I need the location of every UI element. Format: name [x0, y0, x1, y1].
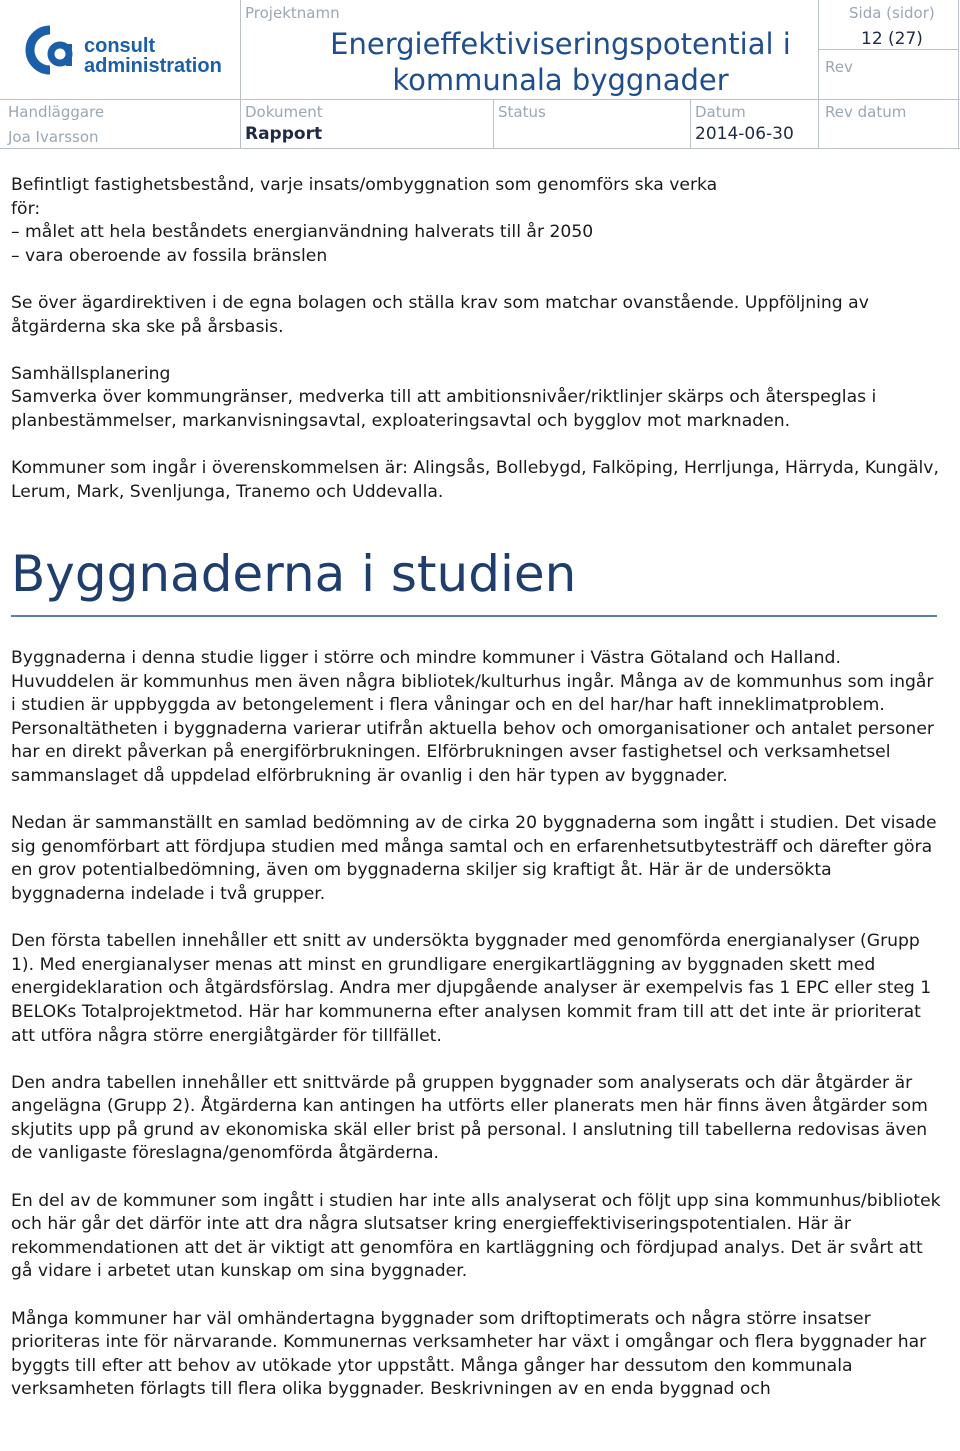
paragraph: Den andra tabellen innehåller ett snittvärde på gruppen byggnader som analyserats och där åtgärder är angelägna (Grupp 2). Åtgärderna kan antingen ha utförts eller planerats men här finns även åtgärder som skjutits upp på grund av ekonomiska skäl eller brist på personal. I anslutning till tabellerna redovisas även de vanligaste föreslagna/genomförda åtgärderna. [11, 1072, 928, 1164]
paragraph: Se över ägardirektiven i de egna bolagen och ställa krav som matchar ovanstående. Uppföljning av åtgärderna ska ske på årsbasis. [11, 292, 869, 337]
paragraph: Kommuner som ingår i överenskommelsen är: Alingsås, Bollebygd, Falköping, Herrljunga, Härryda, Kungälv, Lerum, Mark, Svenljunga, Tranemo och Uddevalla. [11, 458, 939, 502]
paragraph: En del av de kommuner som ingått i studien har inte alls analyserat och följt upp sina kommunhus/bibliotek och här går det därför inte att dra några slutsatser kring energieffektiviseringspotentialen. Här är rekommendationen att det är viktigt att genomföra en kartläggning och fördjupad analys. Det är svårt att gå vidare i arbetet utan kunskap om sina byggnader. [11, 1190, 941, 1282]
date-label: Datum [695, 103, 746, 121]
page-label: Sida (sidor) [849, 4, 935, 22]
section-text [11, 647, 943, 1402]
logo-line2: administration [84, 55, 222, 77]
header-divider [690, 99, 691, 148]
header-rule [818, 49, 959, 50]
handler-value: Joa Ivarsson [8, 128, 99, 146]
document-header [0, 0, 960, 150]
rev-label: Rev [825, 58, 853, 76]
paragraph: Nedan är sammanställt en samlad bedömning av de cirka 20 byggnaderna som ingått i studien. Det visade sig genomförbart att fördjupa studien med många samtal och en erfarenhetsutbytesträff och därefter göra en grov potentialbedömning, även om byggnaderna skiljer sig kraftigt åt. Här är de undersökta byggnaderna indelade i två grupper. [11, 813, 937, 904]
paragraph: Byggnaderna i denna studie ligger i större och mindre kommuner i Västra Götaland och Halland. Huvuddelen är kommunhus men även några bibliotek/kulturhus ingår. Många av de kommunhus som ingår i studien är uppbyggda av betongelement i flera våningar och en del har/har haft inneklimatproblem. Personaltätheten i byggnaderna varierar utifrån aktuella behov och omorganisationer och antalet personer har en direkt påverkan på energiförbrukningen. Elförbrukningen avser fastighetsel och verksamhetsel sammanslaget då uppdelad elförbrukning är ovanlig i den här typen av byggnader. [11, 648, 934, 786]
intro-text [11, 174, 943, 504]
page-value: 12 (27) [861, 29, 923, 49]
document-label: Dokument [245, 103, 323, 121]
header-divider [493, 99, 494, 148]
subheading: Samhällsplanering [11, 363, 171, 384]
company-logo [24, 24, 224, 80]
logo-line1: consult [84, 35, 156, 57]
project-title-line2: kommunala byggnader [392, 63, 729, 97]
rev-date-label: Rev datum [825, 103, 907, 121]
project-label: Projektnamn [245, 4, 340, 22]
header-divider [240, 0, 241, 148]
header-divider [958, 0, 959, 148]
ca-logo-icon [24, 24, 224, 80]
intro-line: för: [11, 198, 41, 219]
project-title [308, 26, 813, 98]
header-rule [0, 148, 960, 149]
handler-label: Handläggare [8, 103, 105, 121]
header-rule [0, 99, 960, 100]
document-value: Rapport [245, 124, 323, 144]
intro-line: – målet att hela beståndets energianvändning halverats till år 2050 [11, 222, 594, 243]
project-title-line1: Energieffektiviseringspotential i [330, 27, 791, 61]
section-heading: Byggnaderna i studien [11, 545, 577, 603]
paragraph: Samverka över kommungränser, medverka till att ambitionsnivåer/riktlinjer skärps och återspeglas i planbestämmelser, markanvisningsavtal, exploateringsavtal och bygglov mot marknaden. [11, 387, 877, 431]
paragraph: Många kommuner har väl omhändertagna byggnader som driftoptimerats och några större insatser prioriteras inte för närvarande. Kommunernas verksamheter har växt i omgångar och flera byggnader har byggts till efter att behov av utökade ytor uppstått. Många gånger har dessutom den kommunala verksamheten förlagts till flera olika byggnader. Beskrivningen av en enda byggnad och [11, 1308, 927, 1400]
intro-line: – vara oberoende av fossila bränslen [11, 245, 328, 266]
intro-line: Befintligt fastighetsbestånd, varje insats/ombyggnation som genomförs ska verka [11, 175, 718, 195]
paragraph: Den första tabellen innehåller ett snitt av undersökta byggnader med genomförda energianalyser (Grupp 1). Med energianalyser menas att minst en grundligare energikartläggning av byggnaden skett med energideklaration och åtgärdsförslag. Andra mer djupgående analyser är exempelvis fas 1 EPC eller steg 1 BELOKs Totalprojektmetod. Här har kommunerna efter analysen kommit fram till att det inte är prioriterat att utföra några större energiåtgärder för tillfället. [11, 931, 932, 1046]
header-divider [818, 0, 819, 148]
date-value: 2014-06-30 [695, 124, 794, 144]
status-label: Status [498, 103, 546, 121]
heading-rule [11, 615, 937, 617]
